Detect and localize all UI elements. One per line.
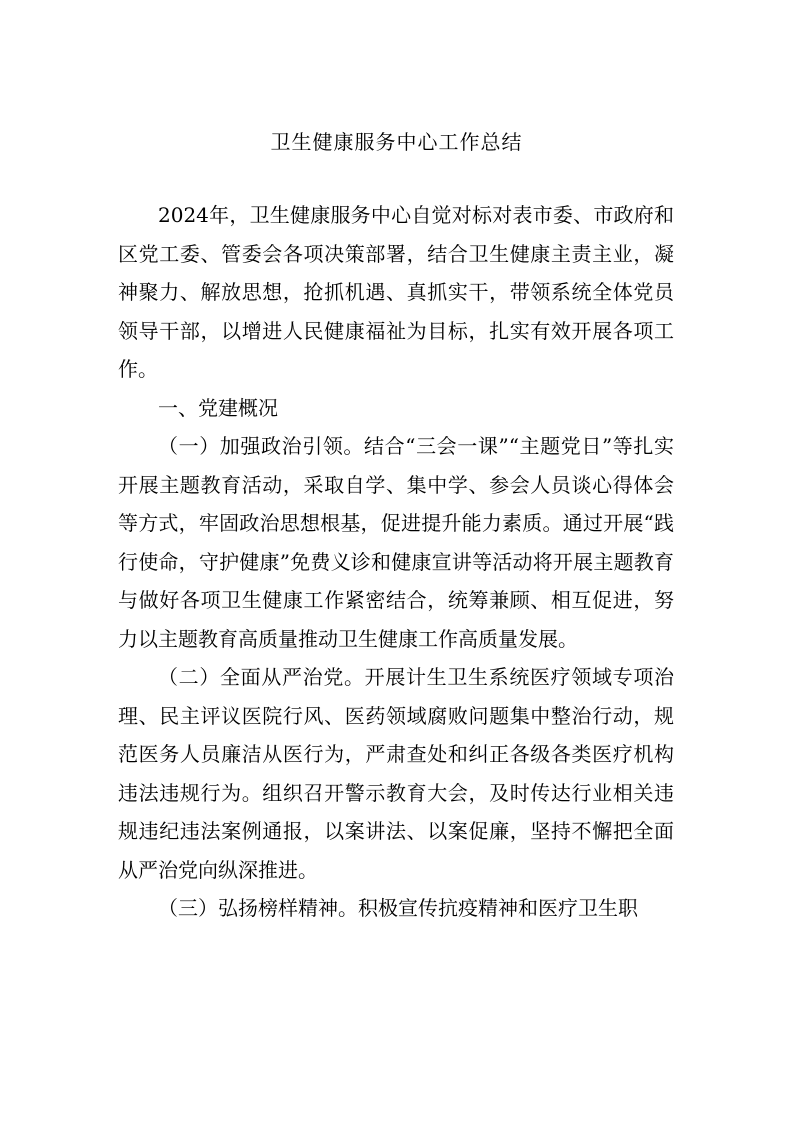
paragraph-political-guidance: （一）加强政治引领。结合“三会一课”“主题党日”等扎实开展主题教育活动，采取自学、集中学、参会人员谈心得体会等方式，牢固政治思想根基，促进提升能力素质。通过开展“践行使命，守护健康”免费义诊和健康宣讲等活动将开展主题教育与做好各项卫生健康工作紧密结合，统筹兼顾、相互促进，努力以主题教育高质量推动卫生健康工作高质量发展。: [118, 434, 674, 651]
document-title: 卫生健康服务中心工作总结: [270, 130, 523, 154]
paragraph-strict-party-governance: （二）全面从严治党。开展计生卫生系统医疗领域专项治理、民主评议医院行风、医药领域腐败问题集中整治行动，规范医务人员廉洁从医行为，严肃查处和纠正各级各类医疗机构违法违规行为。组织召开警示教育大会，及时传达行业相关违规违纪违法案例通报，以案讲法、以案促廉，坚持不懈把全面从严治党向纵深推进。: [118, 665, 674, 882]
paragraph-role-model-spirit: （三）弘扬榜样精神。积极宣传抗疫精神和医疗卫生职: [158, 896, 638, 920]
document-body: [118, 196, 674, 928]
section-heading-party-building: 一、党建概况: [158, 395, 278, 420]
paragraph-intro: 2024年，卫生健康服务中心自觉对标对表市委、市政府和区党工委、管委会各项决策部署，结合卫生健康主责主业，凝神聚力、解放思想，抢抓机遇、真抓实干，带领系统全体党员领导干部，以增进人民健康福祉为目标，扎实有效开展各项工作。: [118, 203, 674, 381]
